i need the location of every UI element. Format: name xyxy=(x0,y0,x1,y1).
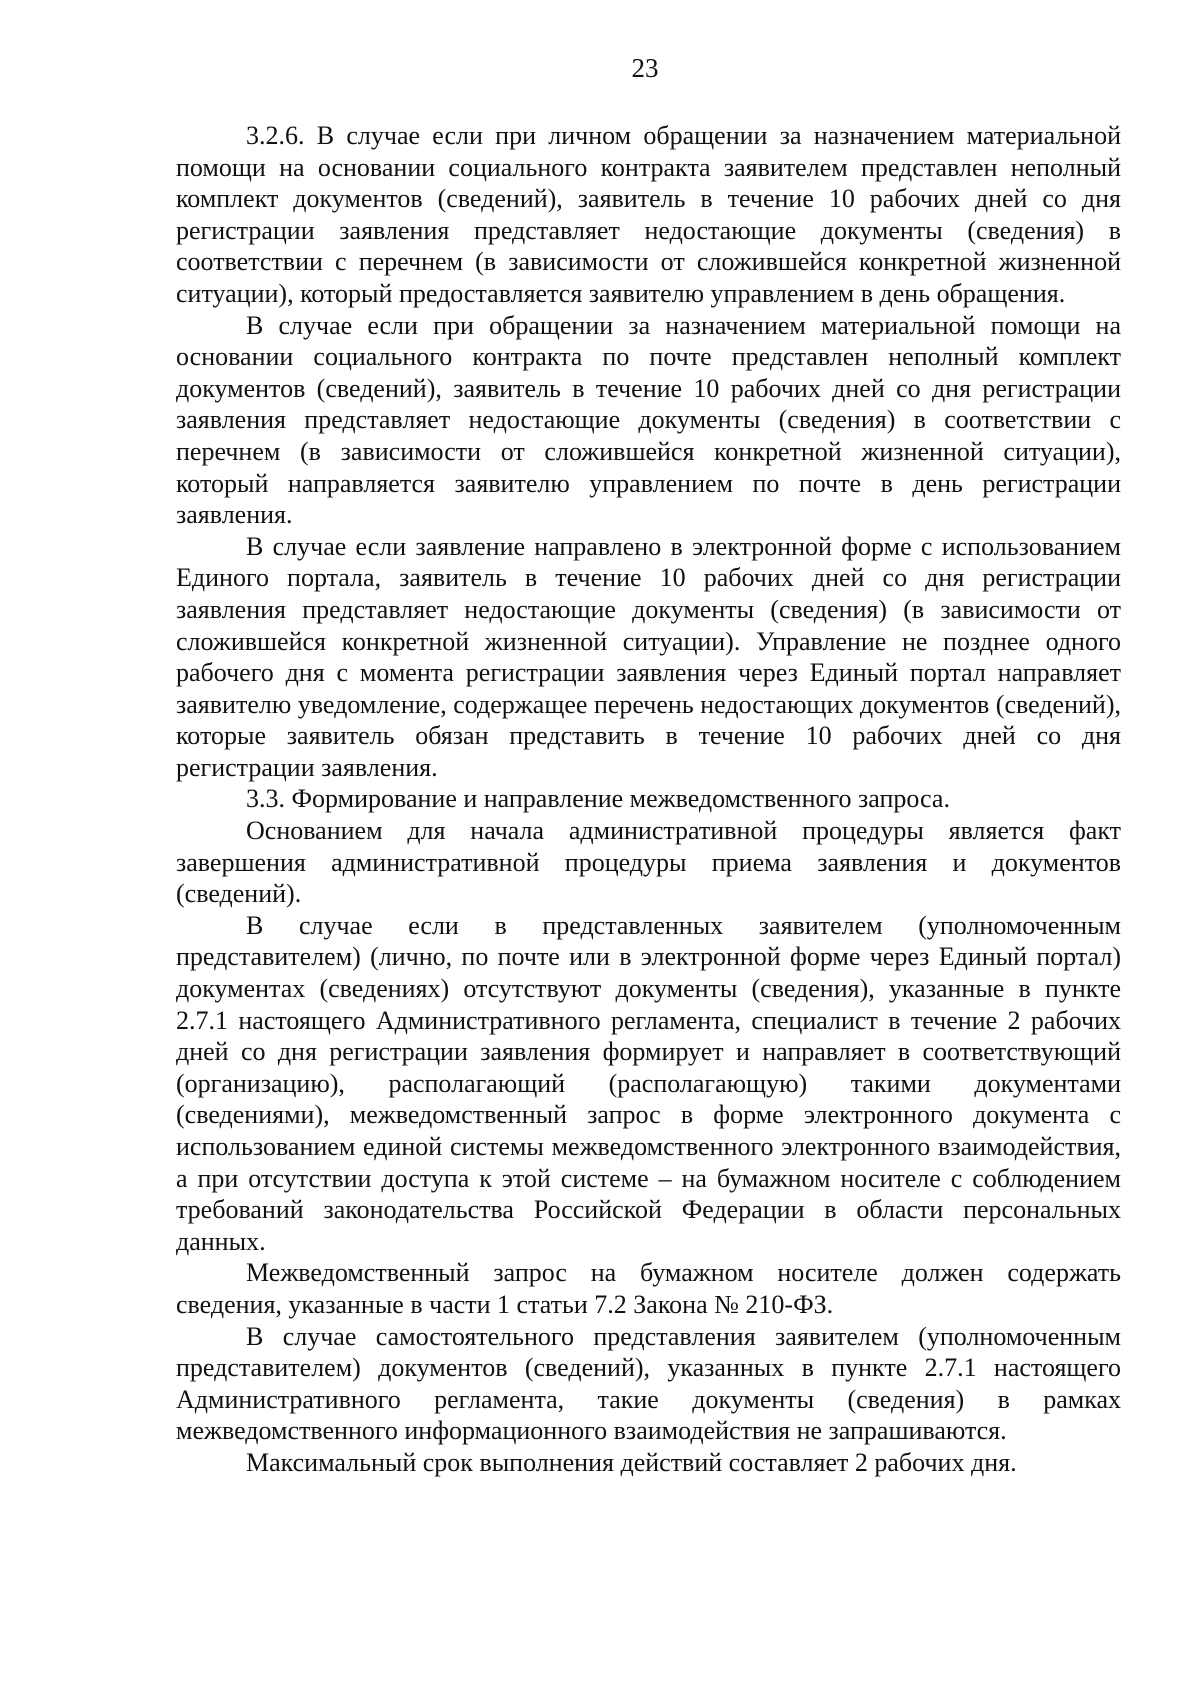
paragraph-paper-request: Межведомственный запрос на бумажном носителе должен содержать сведения, указанные в части 1 статьи 7.2 Закона № 210-ФЗ. xyxy=(176,1258,1121,1319)
paragraph-3-2-6: 3.2.6. В случае если при личном обращении за назначением материальной помощи на основании социального контракта заявителем представлен неполный комплект документов (сведений), заявитель в течение 10 рабочих дней со дня регистрации заявления представляет недостающие документы (сведения) в соответствии с перечнем (в зависимости от сложившейся конкретной жизненной ситуации), который предоставляется заявителю управлением в день обращения. xyxy=(176,121,1121,308)
paragraph-interagency-request: В случае если в представленных заявителем (уполномоченным представителем) (лично, по почте или в электронной форме через Единый портал) документах (сведениях) отсутствуют документы (сведения), указанные в пункте 2.7.1 настоящего Административного регламента, специалист в течение 2 рабочих дней со дня регистрации заявления формирует и направляет в соответствующий (организацию), располагающий (располагающую) такими документами (сведениями), межведомственный запрос в форме электронного документа с использованием единой системы межведомственного электронного взаимодействия, а при отсутствии доступа к этой системе – на бумажном носителе с соблюдением требований законодательства Российской Федерации в области персональных данных. xyxy=(176,910,1121,1256)
paragraph-electronic-submission: В случае если заявление направлено в электронной форме с использованием Единого портала, заявитель в течение 10 рабочих дней со дня регистрации заявления представляет недостающие документы (сведения) (в зависимости от сложившейся конкретной жизненной ситуации). Управление не позднее одного рабочего дня с момента регистрации заявления через Единый портал направляет заявителю уведомление, содержащее перечень недостающих документов (сведений), которые заявитель обязан представить в течение 10 рабочих дней со дня регистрации заявления. xyxy=(176,531,1121,782)
paragraph-postal-submission: В случае если при обращении за назначением материальной помощи на основании социального контракта по почте представлен неполный комплект документов (сведений), заявитель в течение 10 рабочих дней со дня регистрации заявления представляет недостающие документы (сведения) в соответствии с перечнем (в зависимости от сложившейся конкретной жизненной ситуации), который направляется заявителю управлением по почте в день регистрации заявления. xyxy=(176,310,1121,530)
document-body xyxy=(176,120,1121,1479)
paragraph-self-submission: В случае самостоятельного представления заявителем (уполномоченным представителем) документов (сведений), указанных в пункте 2.7.1 настоящего Административного регламента, такие документы (сведения) в рамках межведомственного информационного взаимодействия не запрашиваются. xyxy=(176,1321,1121,1446)
paragraph-max-term: Максимальный срок выполнения действий составляет 2 рабочих дня. xyxy=(246,1447,1017,1477)
section-heading-3-3: 3.3. Формирование и направление межведомственного запроса. xyxy=(246,784,950,814)
page-number: 23 xyxy=(631,53,659,83)
paragraph-procedure-basis: Основанием для начала административной процедуры является факт завершения административной процедуры приема заявления и документов (сведений). xyxy=(176,816,1121,909)
